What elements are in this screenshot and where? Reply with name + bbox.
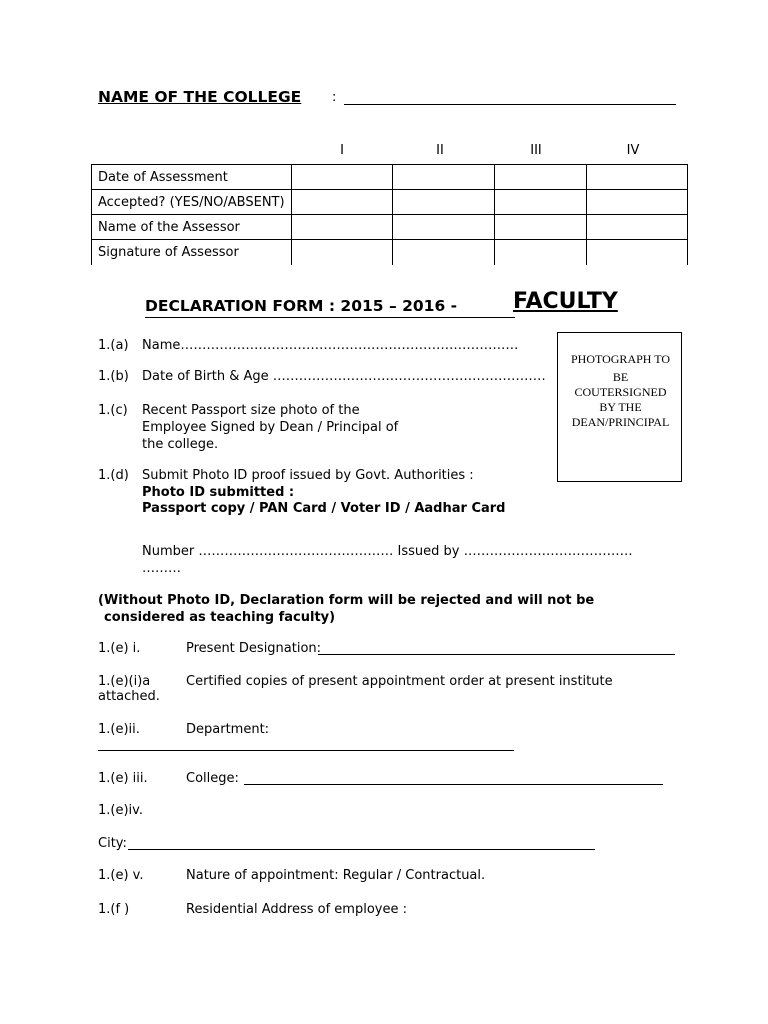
table-cell[interactable] — [587, 215, 688, 240]
table-cell[interactable] — [587, 165, 688, 190]
table-cell[interactable] — [393, 165, 495, 190]
item-number-1b: 1.(b) — [98, 369, 129, 384]
college-name-colon: : — [332, 90, 337, 105]
table-cell[interactable] — [393, 190, 495, 215]
table-cell[interactable] — [292, 240, 393, 265]
declaration-title-faculty: FACULTY — [513, 289, 618, 314]
photo-id-types[interactable]: Passport copy / PAN Card / Voter ID / Aadhar Card — [142, 501, 506, 516]
id-number-continuation: ……… — [142, 561, 181, 576]
item-number-1e-iv: 1.(e)iv. — [98, 803, 143, 818]
table-cell[interactable] — [393, 215, 495, 240]
table-cell[interactable] — [292, 165, 393, 190]
college-blank[interactable] — [244, 784, 663, 785]
row-label-assessor-signature: Signature of Assessor — [92, 240, 292, 265]
table-row — [92, 240, 688, 265]
date-of-birth-field[interactable]: Date of Birth & Age ……………………………………………………… — [142, 369, 546, 384]
residential-address-label: Residential Address of employee : — [186, 902, 407, 917]
row-label-assessor-name: Name of the Assessor — [92, 215, 292, 240]
table-cell[interactable] — [495, 190, 587, 215]
photo-instruction-line: the college. — [142, 437, 219, 452]
city-label: City: — [98, 836, 127, 851]
table-cell[interactable] — [495, 240, 587, 265]
college-name-blank[interactable] — [344, 104, 676, 105]
item-number-1e-ii: 1.(e)ii. — [98, 722, 140, 737]
table-cell[interactable] — [587, 240, 688, 265]
name-field[interactable]: Name…………………………………………………………………… — [142, 338, 519, 353]
item-number-1e-i: 1.(e) i. — [98, 641, 141, 656]
declaration-title: DECLARATION FORM : 2015 – 2016 - — [145, 297, 458, 315]
table-cell[interactable] — [495, 165, 587, 190]
table-cell[interactable] — [292, 215, 393, 240]
department-blank[interactable] — [98, 750, 514, 751]
table-row — [92, 215, 688, 240]
college-name-label: NAME OF THE COLLEGE — [98, 88, 302, 106]
nature-of-appointment[interactable]: Nature of appointment: Regular / Contractual. — [186, 868, 486, 883]
photo-box-line: BE — [612, 370, 629, 384]
photograph-box[interactable] — [557, 332, 682, 482]
declaration-title-underline — [145, 317, 515, 318]
photo-box-line: COUTERSIGNED — [574, 385, 667, 399]
appointment-order-continuation: attached. — [98, 689, 160, 704]
photo-box-line: PHOTOGRAPH TO — [570, 352, 671, 366]
present-designation-label: Present Designation: — [186, 641, 322, 656]
assessment-table — [91, 164, 688, 265]
table-row — [92, 190, 688, 215]
row-label-date-of-assessment: Date of Assessment — [92, 165, 292, 190]
table-row — [92, 165, 688, 190]
photo-instruction-line: Recent Passport size photo of the — [142, 403, 360, 418]
appointment-order-text: Certified copies of present appointment order at present institute — [186, 674, 613, 689]
item-number-1f: 1.(f ) — [98, 902, 130, 917]
photo-box-line: DEAN/PRINCIPAL — [571, 415, 670, 429]
item-number-1a: 1.(a) — [98, 338, 129, 353]
column-header-i: I — [340, 143, 344, 158]
present-designation-blank[interactable] — [318, 654, 675, 655]
table-cell[interactable] — [292, 190, 393, 215]
item-number-1e-iii: 1.(e) iii. — [98, 771, 148, 786]
item-number-1e-i-a: 1.(e)(i)a — [98, 674, 151, 689]
column-header-iii: III — [530, 143, 542, 158]
photo-instruction-line: Employee Signed by Dean / Principal of — [142, 420, 399, 435]
column-header-iv: IV — [626, 143, 640, 158]
row-label-accepted: Accepted? (YES/NO/ABSENT) — [92, 190, 292, 215]
table-cell[interactable] — [393, 240, 495, 265]
warning-text-line: considered as teaching faculty) — [104, 610, 336, 625]
city-blank[interactable] — [128, 849, 595, 850]
photo-box-line: BY THE — [599, 400, 642, 414]
college-label: College: — [186, 771, 239, 786]
photo-id-instruction: Submit Photo ID proof issued by Govt. Authorities : — [142, 468, 474, 483]
photo-id-submitted-label: Photo ID submitted : — [142, 485, 295, 500]
table-cell[interactable] — [587, 190, 688, 215]
id-number-issued-by-field[interactable]: Number ……………………………………… Issued by ………………………………… — [142, 544, 633, 559]
department-label: Department: — [186, 722, 270, 737]
item-number-1e-v: 1.(e) v. — [98, 868, 144, 883]
warning-text-line: (Without Photo ID, Declaration form will be rejected and will not be — [98, 593, 595, 608]
item-number-1d: 1.(d) — [98, 468, 129, 483]
column-header-ii: II — [436, 143, 444, 158]
table-cell[interactable] — [495, 215, 587, 240]
item-number-1c: 1.(c) — [98, 403, 128, 418]
